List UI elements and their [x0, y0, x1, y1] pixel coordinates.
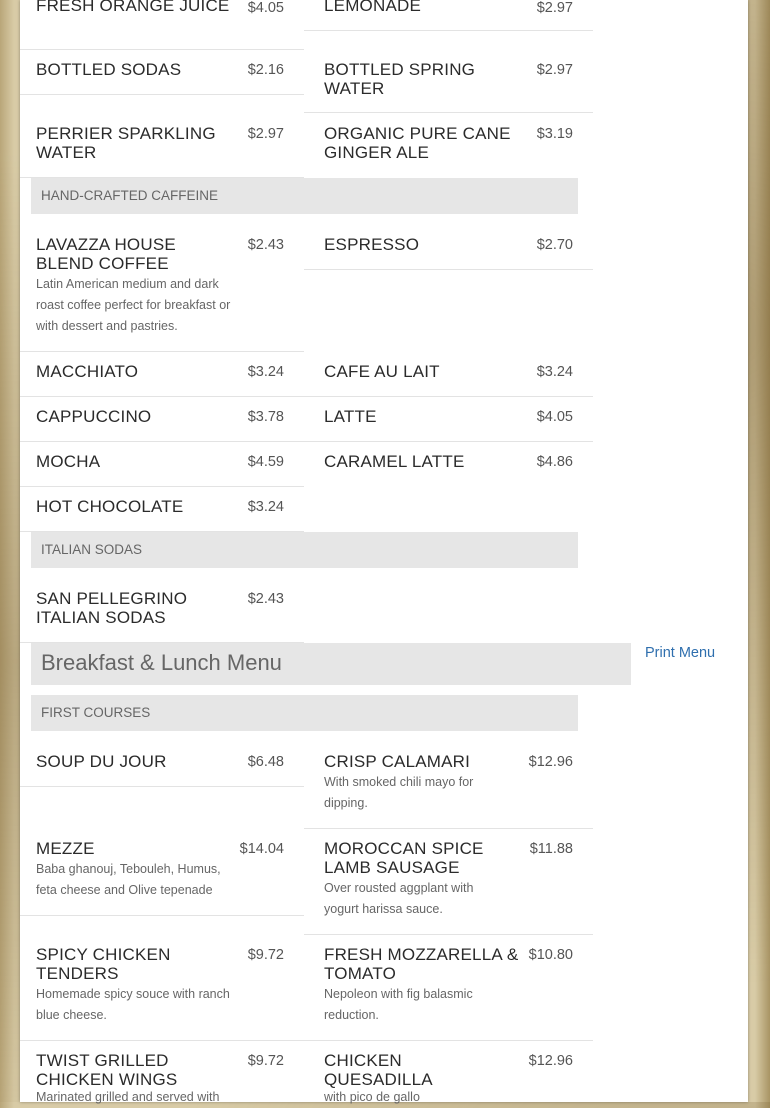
menu-item-price: $2.43: [247, 237, 284, 253]
menu-item-price: $2.97: [536, 62, 573, 78]
menu-item-name: MACCHIATO: [36, 362, 139, 381]
menu-item-name: CAPPUCCINO: [36, 407, 152, 426]
menu-item-price: $3.24: [247, 364, 284, 380]
category-header-first-courses: FIRST COURSES: [31, 695, 578, 731]
menu-item-name: ESPRESSO: [324, 235, 420, 254]
menu-item-price: $12.96: [528, 1053, 573, 1069]
item-divider: [20, 915, 304, 916]
menu-item-name: MOCHA: [36, 452, 101, 471]
menu-item-price: $3.78: [247, 409, 284, 425]
menu-item-price: $2.16: [247, 62, 284, 78]
menu-item-description: Latin American medium and dark roast coffee perfect for breakfast or with dessert and pastries.: [36, 277, 231, 333]
menu-section-title: Breakfast & Lunch Menu: [31, 643, 631, 685]
menu-item-price: $3.24: [247, 499, 284, 515]
menu-item-name: TWIST GRILLED CHICKEN WINGS: [36, 1051, 178, 1089]
item-divider: [304, 112, 593, 113]
item-divider: [20, 49, 304, 50]
item-divider: [20, 1040, 304, 1041]
menu-item-name: BOTTLED SODAS: [36, 60, 182, 79]
menu-item-name: FRESH MOZZARELLA & TOMATO: [324, 945, 519, 983]
menu-item-name: CHICKEN QUESADILLA: [324, 1051, 433, 1089]
menu-item-name: MEZZE: [36, 839, 95, 858]
menu-item-name: LAVAZZA HOUSE BLEND COFFEE: [36, 235, 176, 273]
category-header-caffeine: HAND-CRAFTED CAFFEINE: [31, 178, 578, 214]
menu-item-name: LEMONADE: [324, 0, 422, 15]
menu-item-description: Baba ghanouj, Teboulеh, Humus, feta cheese and Olive tepenade: [36, 862, 221, 897]
menu-item-description: Over rousted aggplant with yogurt harissa sauce.: [324, 881, 474, 916]
item-divider: [304, 441, 593, 442]
item-divider: [304, 828, 593, 829]
menu-item-price: $12.96: [528, 754, 573, 770]
menu-item-name: SPICY CHICKEN TENDERS: [36, 945, 171, 983]
menu-item-name: SOUP DU JOUR: [36, 752, 167, 771]
item-divider: [304, 934, 593, 935]
menu-item-name: LATTE: [324, 407, 377, 426]
item-divider: [20, 486, 304, 487]
item-divider: [20, 351, 304, 352]
menu-item-price: $4.05: [247, 0, 284, 16]
menu-item-price: $2.97: [536, 0, 573, 16]
menu-item-price: $4.59: [247, 454, 284, 470]
menu-item-name: HOT CHOCOLATE: [36, 497, 184, 516]
item-divider: [304, 30, 593, 31]
menu-item-price: $9.72: [247, 947, 284, 963]
menu-item-name: ORGANIC PURE CANE GINGER ALE: [324, 124, 511, 162]
menu-item-description: Nepoleon with fig balasmic reduction.: [324, 987, 473, 1022]
menu-item-name: CAFE AU LAIT: [324, 362, 440, 381]
menu-item-price: $4.86: [536, 454, 573, 470]
menu-item-price: $11.88: [529, 841, 573, 857]
menu-item-price: $9.72: [247, 1053, 284, 1069]
menu-item-name: SAN PELLEGRINO ITALIAN SODAS: [36, 589, 188, 627]
menu-item-name: BOTTLED SPRING WATER: [324, 60, 476, 98]
menu-item-price: $10.80: [528, 947, 573, 963]
menu-item-description: with pico de gallo: [324, 1090, 420, 1104]
item-divider: [304, 1040, 593, 1041]
menu-item-price: $6.48: [247, 754, 284, 770]
menu-page: [20, 0, 748, 1102]
menu-item-name: PERRIER SPARKLING WATER: [36, 124, 216, 162]
menu-item-price: $2.43: [247, 591, 284, 607]
item-divider: [20, 441, 304, 442]
menu-item-name: CRISP CALAMARI: [324, 752, 471, 771]
menu-item-name: MOROCCAN SPICE LAMB SAUSAGE: [324, 839, 484, 877]
menu-item-price: $14.04: [239, 841, 284, 857]
menu-item-price: $4.05: [536, 409, 573, 425]
menu-item-description: Marinated grilled and served with: [36, 1090, 220, 1104]
menu-item-description: With smoked chili mayo for dipping.: [324, 775, 474, 810]
menu-item-price: $3.24: [536, 364, 573, 380]
menu-item-name: CARAMEL LATTE: [324, 452, 465, 471]
item-divider: [20, 396, 304, 397]
print-menu-link[interactable]: Print Menu: [645, 645, 716, 661]
item-divider: [304, 396, 593, 397]
item-divider: [20, 786, 304, 787]
category-header-italian-sodas: ITALIAN SODAS: [31, 532, 578, 568]
menu-item-price: $3.19: [536, 126, 573, 142]
menu-item-name: FRESH ORANGE JUICE: [36, 0, 230, 15]
menu-item-description: Homemade spicy souce with ranch blue cheese.: [36, 987, 230, 1022]
item-divider: [304, 269, 593, 270]
item-divider: [20, 94, 304, 95]
menu-item-price: $2.97: [247, 126, 284, 142]
menu-item-price: $2.70: [536, 237, 573, 253]
